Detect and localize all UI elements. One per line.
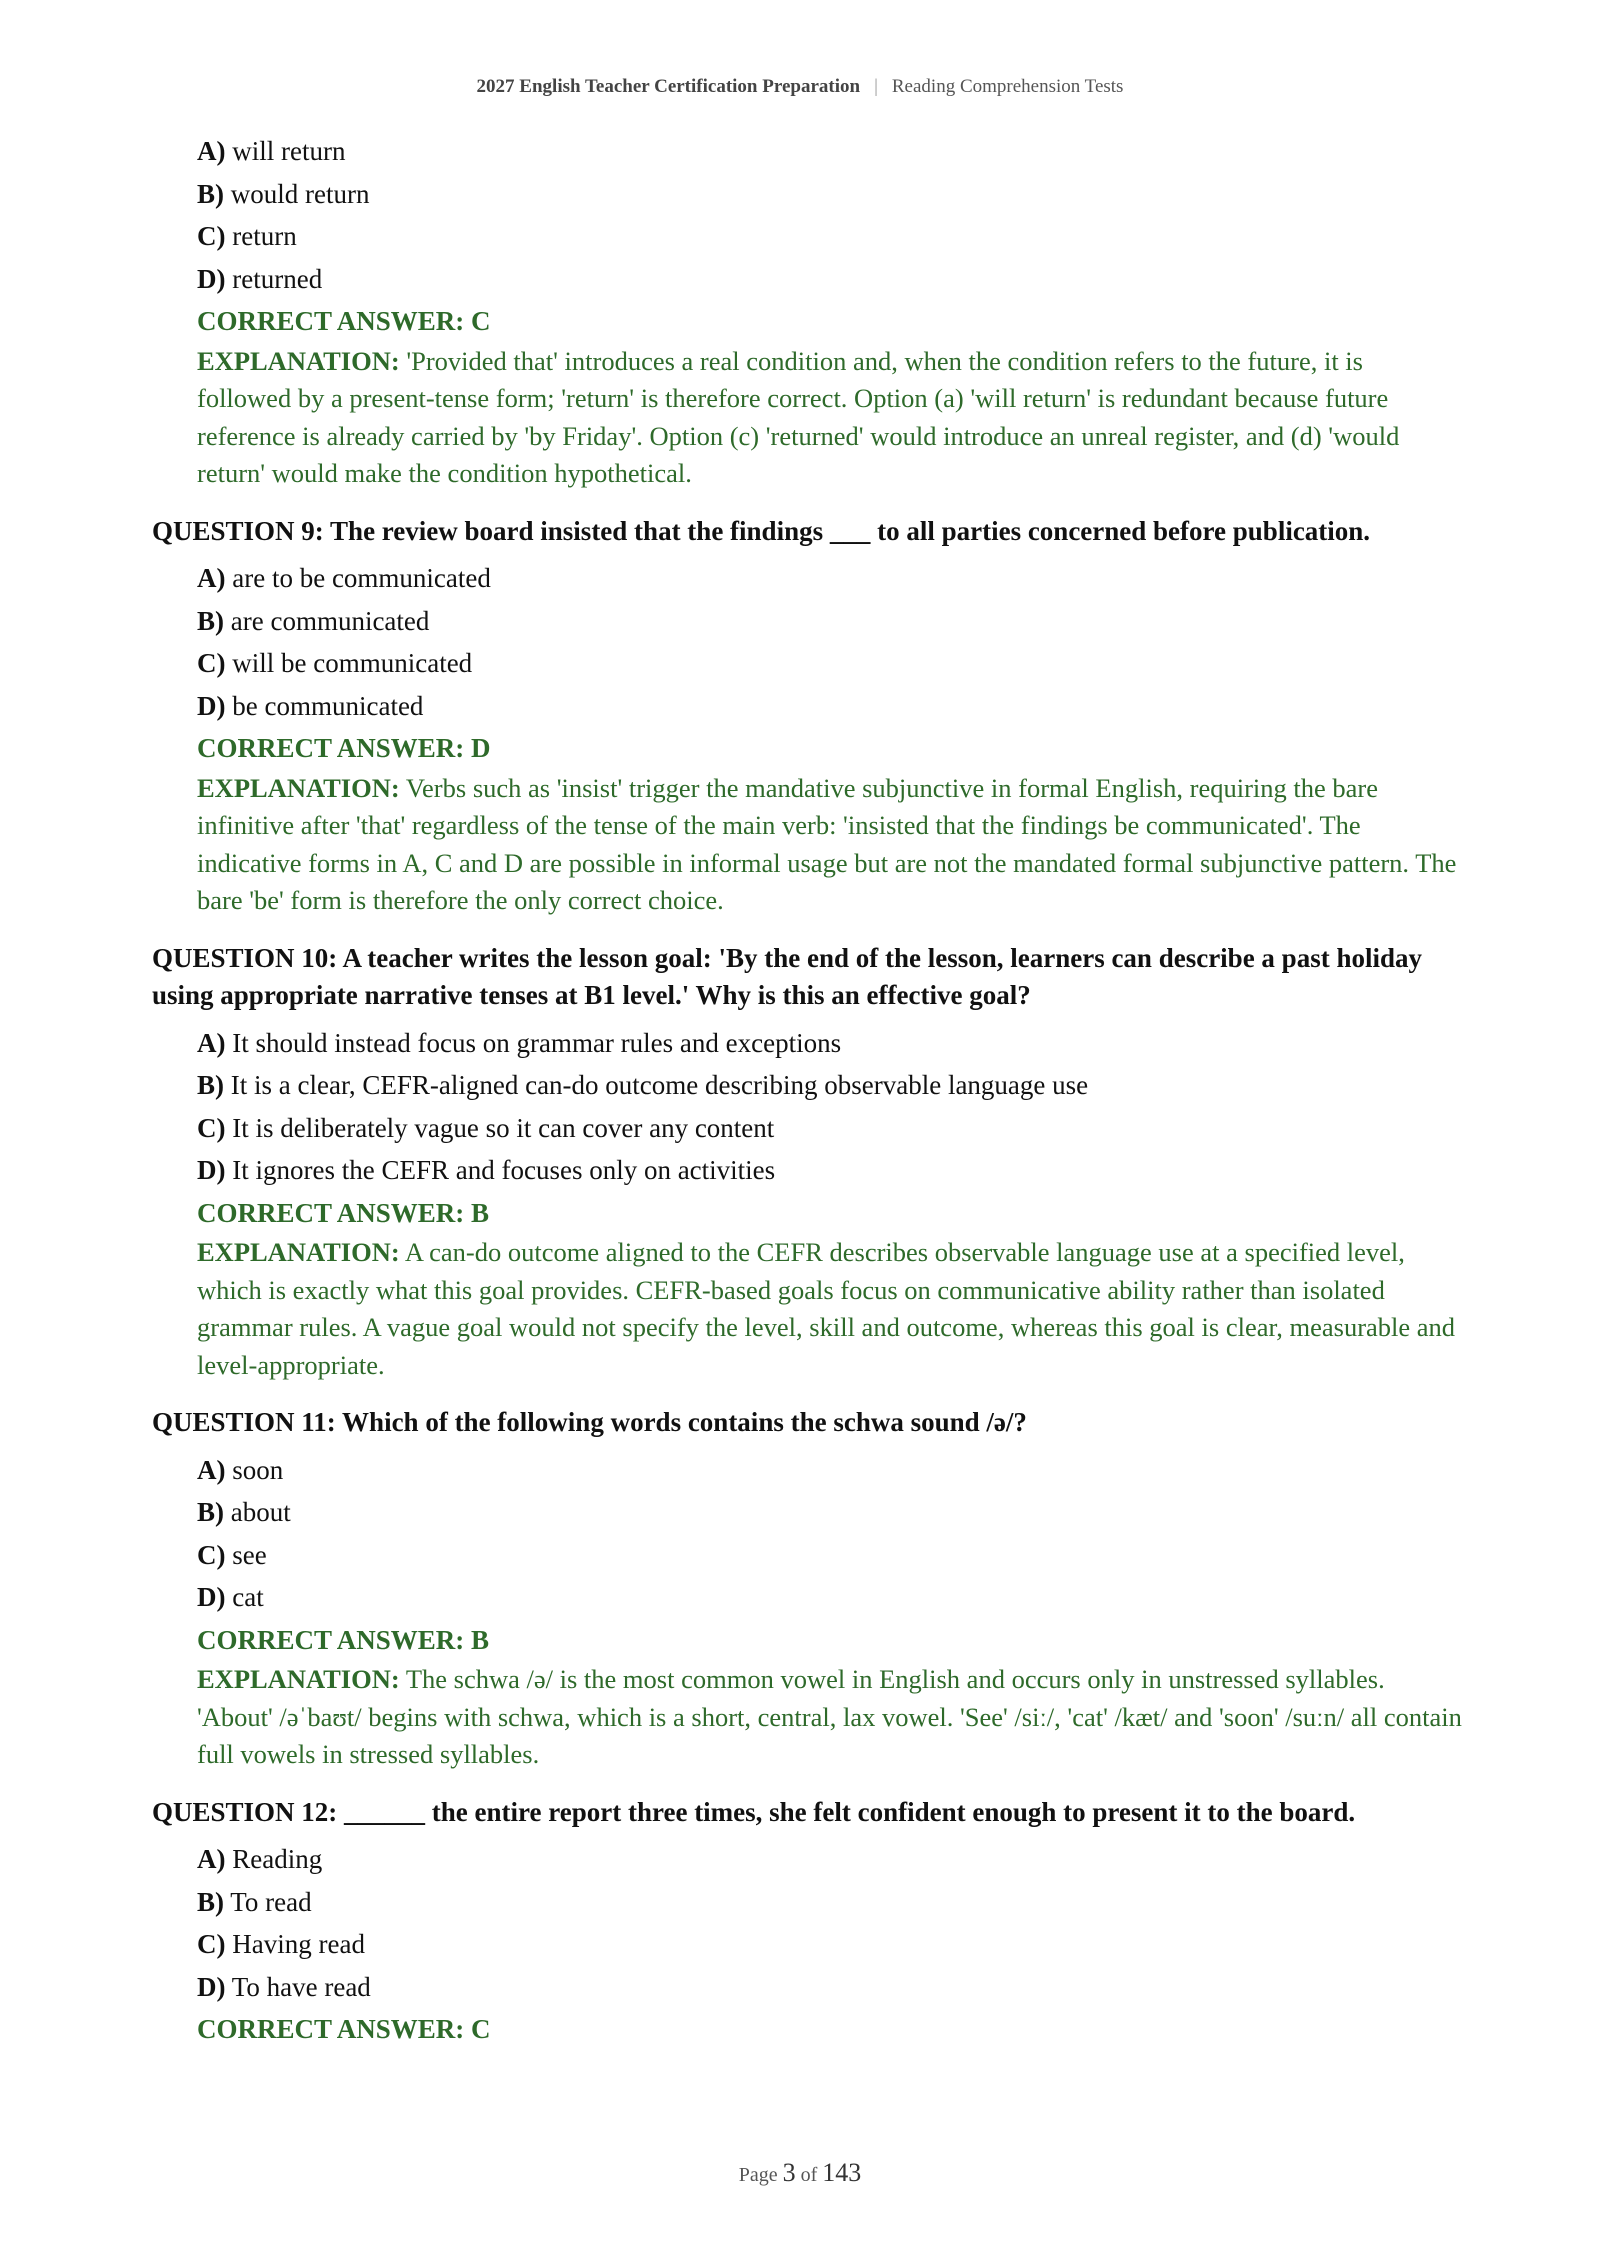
question-block-8 [152, 130, 1462, 493]
option-c: C) see [197, 1539, 267, 1570]
option-a: A) will return [197, 136, 346, 166]
header-separator: | [874, 76, 878, 97]
option-d: D) be communicated [197, 690, 424, 721]
header-title: 2027 English Teacher Certification Preparation [476, 76, 861, 97]
correct-answer: CORRECT ANSWER: B [197, 1624, 490, 1655]
option-a: A) Reading [197, 1844, 323, 1874]
option-d: D) returned [197, 263, 323, 294]
correct-answer: CORRECT ANSWER: C [197, 306, 491, 336]
option-c: C) It is deliberately vague so it can cover any content [197, 1112, 775, 1143]
page-footer [0, 2158, 1600, 2188]
page-label: Page [738, 2164, 778, 2186]
question-block-9 [152, 513, 1462, 920]
option-d: D) cat [197, 1582, 264, 1612]
question-text: QUESTION 11: Which of the following words contains the schwa sound /ə/? [152, 1407, 1027, 1437]
question-block-10 [152, 940, 1462, 1385]
question-text: QUESTION 10: A teacher writes the lesson goal: 'By the end of the lesson, learners can describe a past holiday using appropriate narrative tenses at B1 level.' Why is this an effective goal? [152, 942, 1422, 1010]
page-current: 3 [782, 2158, 796, 2187]
explanation: EXPLANATION: The schwa /ə/ is the most common vowel in English and occurs only in unstressed syllables. 'About' /əˈbaʊt/ begins with schwa, which is a short, central, lax vowel. 'See' /siː/, 'cat' /kæt/ and 'soon' /suːn/ all contain full vowels in stressed syllables. [197, 1664, 1462, 1769]
option-a: A) soon [197, 1454, 284, 1485]
option-b: B) It is a clear, CEFR-aligned can-do outcome describing observable language use [197, 1070, 1089, 1100]
option-b: B) are communicated [197, 605, 430, 636]
correct-answer: CORRECT ANSWER: C [197, 2014, 491, 2044]
explanation: EXPLANATION: Verbs such as 'insist' trigger the mandative subjunctive in formal English, requiring the bare infinitive after 'that' regardless of the tense of the main verb: 'insisted that the findings be communicated'. The indicative forms in A, C and D are possible in informal usage but are not the mandated formal subjunctive pattern. The bare 'be' form is therefore the only correct choice. [197, 772, 1457, 915]
option-b: B) would return [197, 178, 370, 209]
option-c: C) return [197, 221, 297, 251]
option-d: D) It ignores the CEFR and focuses only on activities [197, 1155, 776, 1185]
page-total: 143 [822, 2158, 862, 2187]
question-block-11 [152, 1404, 1462, 1774]
page-of: of [800, 2164, 818, 2186]
question-text: QUESTION 9: The review board insisted that the findings ___ to all parties concerned before publication. [152, 515, 1371, 546]
option-c: C) will be communicated [197, 648, 473, 678]
explanation: EXPLANATION: 'Provided that' introduces a real condition and, when the condition refers to the future, it is followed by a present-tense form; 'return' is therefore correct. Option (a) 'will return' is redundant because future reference is already carried by 'by Friday'. Option (c) 'returned' would introduce an unreal register, and (d) 'would return' would make the condition hypothetical. [197, 345, 1400, 488]
question-block-12 [152, 1794, 1462, 2051]
option-b: B) about [197, 1497, 291, 1527]
correct-answer: CORRECT ANSWER: B [197, 1197, 490, 1228]
explanation: EXPLANATION: A can-do outcome aligned to the CEFR describes observable language use at a specified level, which is exactly what this goal provides. CEFR-based goals focus on communicative ability rather than isolated grammar rules. A vague goal would not specify the level, skill and outcome, whereas this goal is clear, measurable and level-appropriate. [197, 1237, 1456, 1380]
option-a: A) are to be communicated [197, 563, 491, 593]
header-subtitle: Reading Comprehension Tests [891, 76, 1124, 97]
option-d: D) To have read [197, 1971, 371, 2002]
question-text: QUESTION 12: ______ the entire report three times, she felt confident enough to present it to the board. [152, 1796, 1356, 1827]
option-a: A) It should instead focus on grammar rules and exceptions [197, 1027, 842, 1058]
option-c: C) Having read [197, 1929, 365, 1959]
page-content [152, 130, 1462, 2051]
page-header [0, 76, 1600, 98]
option-b: B) To read [197, 1886, 312, 1917]
correct-answer: CORRECT ANSWER: D [197, 733, 491, 763]
